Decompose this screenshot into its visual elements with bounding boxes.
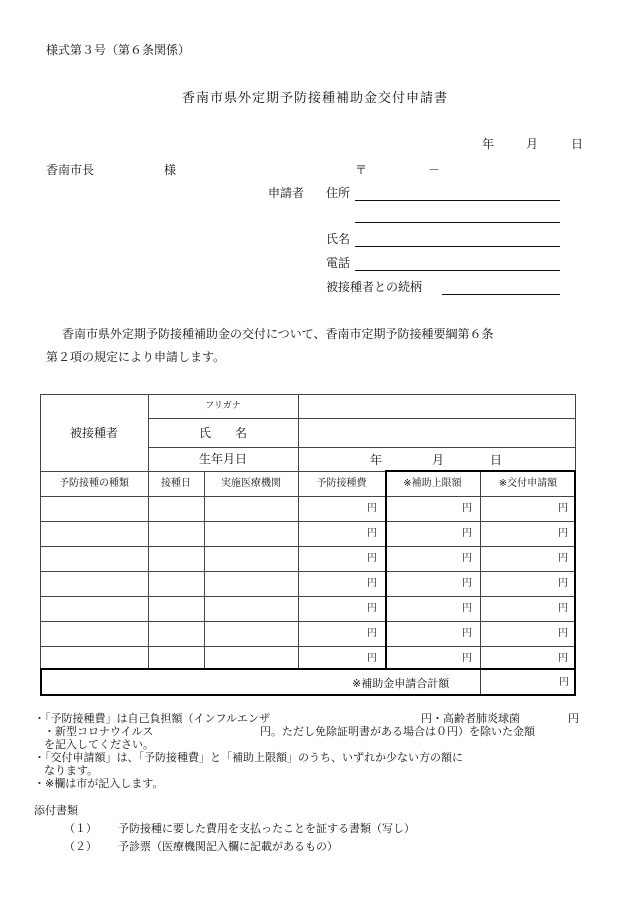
request-unit: 円	[558, 528, 568, 539]
limit-unit: 円	[462, 528, 472, 539]
cost-unit: 円	[367, 653, 377, 664]
limit-unit: 円	[462, 578, 472, 589]
col-header-vaccine-type: 予防接種の種類	[59, 477, 129, 489]
note-1-b: 円・高齢者肺炎球菌	[421, 712, 520, 725]
cost-unit: 円	[367, 553, 377, 564]
note-1-d: ・新型コロナウイルス	[44, 725, 154, 738]
birth-month-label: 月	[432, 453, 445, 467]
request-unit: 円	[558, 553, 568, 564]
attachment-2-text: 予診票（医療機関記入欄に記載があるもの）	[118, 840, 338, 853]
total-unit: 円	[559, 677, 569, 688]
cost-unit: 円	[367, 503, 377, 514]
request-unit: 円	[558, 653, 568, 664]
cost-unit: 円	[367, 603, 377, 614]
table-cell-row-5-col-3[interactable]	[206, 598, 296, 619]
limit-unit: 円	[462, 503, 472, 514]
table-cell-row-2-col-3[interactable]	[206, 523, 296, 544]
attachment-1-number: （１）	[64, 822, 97, 835]
furigana-field[interactable]	[299, 395, 575, 418]
table-cell-row-2-col-1[interactable]	[42, 523, 146, 544]
birth-day-label: 日	[490, 453, 503, 467]
address-line-2[interactable]	[355, 222, 560, 223]
table-cell-row-2-col-2[interactable]	[150, 523, 202, 544]
body-text-line-2: 第２項の規定により申請します。	[46, 350, 226, 364]
table-cell-row-6-col-3[interactable]	[206, 623, 296, 644]
table-cell-row-1-col-2[interactable]	[150, 498, 202, 519]
col-header-vaccination-date: 接種日	[161, 477, 191, 489]
table-cell-row-1-col-3[interactable]	[206, 498, 296, 519]
table-cell-row-5-col-2[interactable]	[150, 598, 202, 619]
addressee-name: 香南市長	[46, 163, 95, 177]
limit-unit: 円	[462, 653, 472, 664]
phone-label: 電話	[326, 256, 351, 270]
limit-unit: 円	[462, 628, 472, 639]
name-line[interactable]	[355, 246, 560, 247]
note-3: ・※欄は市が記入します。	[34, 777, 164, 790]
total-label: ※補助金申請合計額	[352, 677, 450, 690]
table-cell-row-5-col-1[interactable]	[42, 598, 146, 619]
table-cell-row-3-col-3[interactable]	[206, 548, 296, 569]
limit-unit: 円	[462, 603, 472, 614]
form-number: 様式第３号（第６条関係）	[46, 43, 191, 57]
attachment-1-text: 予防接種に要した費用を支払ったことを証する書類（写し）	[118, 822, 415, 835]
birth-year-label: 年	[370, 453, 383, 467]
application-table	[40, 394, 576, 696]
request-unit: 円	[558, 503, 568, 514]
note-1-c: 円	[568, 712, 579, 725]
body-text-line-1: 香南市県外定期予防接種補助金の交付について、香南市定期予防接種要綱第６条	[62, 327, 494, 341]
recipient-name-label: 氏 名	[198, 425, 247, 440]
note-1-e: 円。ただし免除証明書がある場合は０円）を除いた金額	[260, 725, 535, 738]
attachment-2-number: （２）	[64, 840, 97, 853]
col-header-subsidy-limit: ※補助上限額	[403, 477, 462, 489]
note-1-f: を記入してください。	[44, 738, 154, 751]
table-cell-row-6-col-1[interactable]	[42, 623, 146, 644]
date-year-label: 年	[482, 137, 495, 151]
name-label: 氏名	[326, 232, 351, 246]
birthdate-label: 生年月日	[198, 452, 247, 466]
cost-unit: 円	[367, 528, 377, 539]
table-cell-row-7-col-3[interactable]	[206, 648, 296, 669]
addressee-suffix: 様	[164, 163, 177, 177]
postal-mark: 〒	[355, 163, 368, 177]
attachments-heading: 添付書類	[34, 804, 78, 817]
phone-line[interactable]	[355, 270, 560, 271]
furigana-label: フリガナ	[205, 400, 241, 411]
cost-unit: 円	[367, 578, 377, 589]
table-cell-row-3-col-1[interactable]	[42, 548, 146, 569]
recipient-label: 被接種者	[69, 425, 118, 440]
page-title: 香南市県外定期予防接種補助金交付申請書	[181, 91, 448, 106]
note-2-b: なります。	[44, 764, 99, 777]
table-cell-row-4-col-1[interactable]	[42, 573, 146, 594]
postal-dash: －	[428, 163, 441, 177]
date-day-label: 日	[571, 137, 584, 151]
request-unit: 円	[558, 603, 568, 614]
address-line-1[interactable]	[355, 200, 560, 201]
table-cell-row-6-col-2[interactable]	[150, 623, 202, 644]
address-label: 住所	[326, 186, 351, 200]
request-unit: 円	[558, 578, 568, 589]
col-header-medical-institution: 実施医療機関	[221, 477, 281, 489]
table-cell-row-3-col-2[interactable]	[150, 548, 202, 569]
table-cell-row-4-col-3[interactable]	[206, 573, 296, 594]
table-cell-row-4-col-2[interactable]	[150, 573, 202, 594]
relation-label: 被接種者との続柄	[326, 280, 423, 294]
note-2-a: ・「交付申請額」は、「予防接種費」と「補助上限額」のうち、いずれか少ない方の額に	[34, 751, 463, 764]
date-month-label: 月	[526, 137, 539, 151]
relation-line[interactable]	[442, 294, 560, 295]
recipient-name-field[interactable]	[299, 419, 575, 447]
cost-unit: 円	[367, 628, 377, 639]
col-header-vaccination-cost: 予防接種費	[316, 477, 367, 489]
col-header-requested-amount: ※交付申請額	[498, 477, 558, 489]
table-cell-row-1-col-1[interactable]	[42, 498, 146, 519]
limit-unit: 円	[462, 553, 472, 564]
table-cell-row-7-col-1[interactable]	[42, 648, 146, 669]
applicant-label: 申請者	[268, 186, 305, 200]
table-cell-row-7-col-2[interactable]	[150, 648, 202, 669]
note-1-a: ・「予防接種費」は自己負担額（インフルエンザ	[34, 712, 271, 725]
request-unit: 円	[558, 628, 568, 639]
